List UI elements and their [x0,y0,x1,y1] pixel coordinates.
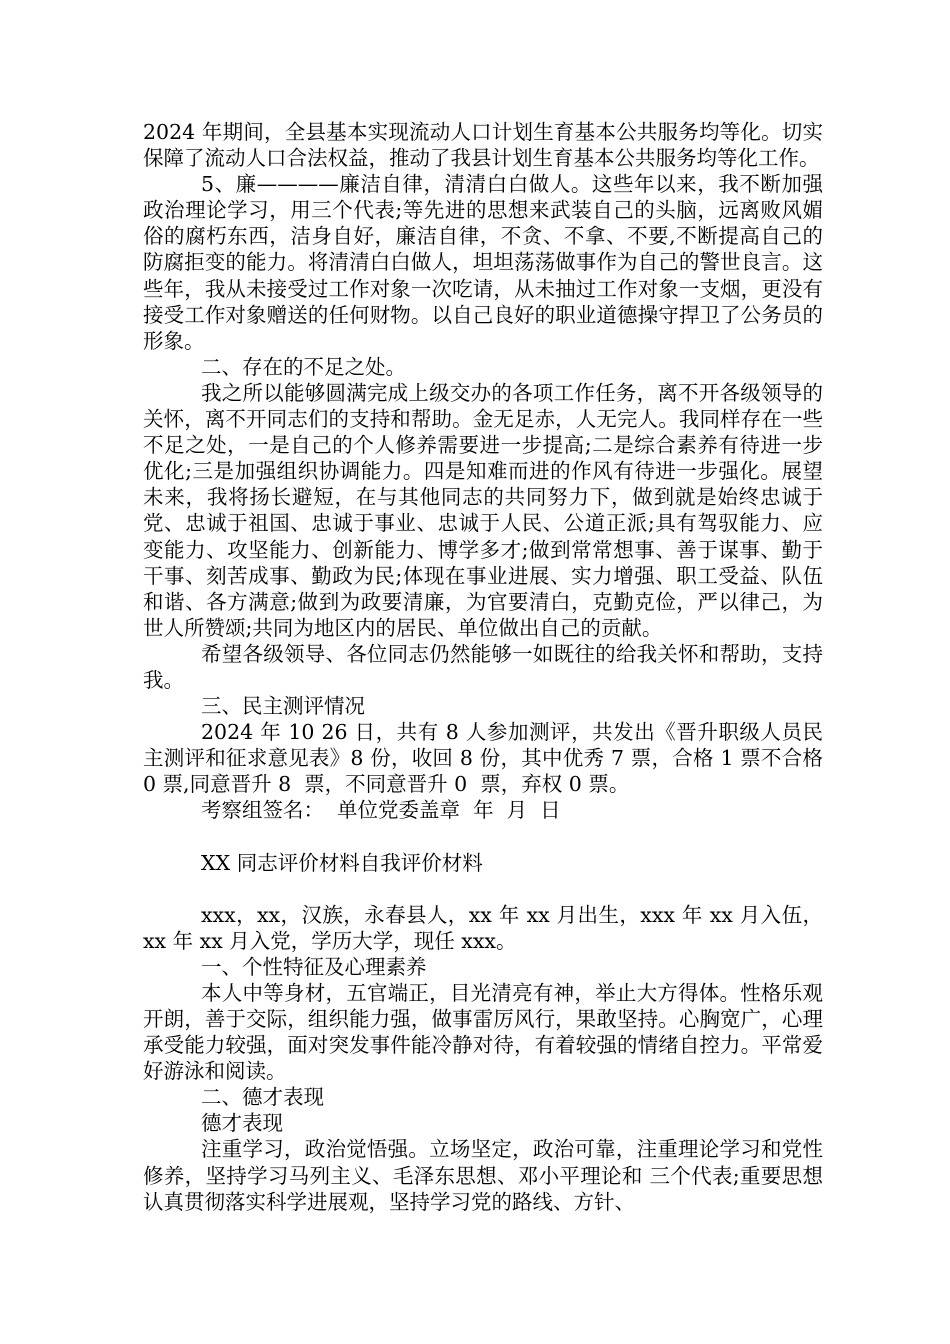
signature-line: 考察组签名： 单位党委盖章 年 月 日 [201,798,561,823]
paragraph-personal-info: xxx，xx，汉族，永春县人，xx 年 xx 月出生，xxx 年 xx 月入伍，xx 年 xx 月入党，学历大学，现任 xxx。 [143,902,823,953]
heading-virtue-talent: 二、德才表现 [201,1085,324,1110]
subheading-virtue-talent: 德才表现 [201,1111,283,1136]
paragraph-service-equalization: 2024 年期间，全县基本实现流动人口计划生育基本公共服务均等化。切实保障了流动人口合法权益，推动了我县计划生育基本公共服务均等化工作。 [143,120,823,171]
section-title: XX 同志评价材料自我评价材料 [201,850,483,875]
document-page [143,119,830,1215]
paragraph-study: 注重学习，政治觉悟强。立场坚定，政治可靠，注重理论学习和党性修养，坚持学习马列主义、毛泽东思想、邓小平理论和 三个代表;重要思想认真贯彻落实科学进展观，坚持学习党的路线、方针、 [143,1137,823,1214]
heading-personality: 一、个性特征及心理素养 [201,954,427,979]
paragraph-personality: 本人中等身材，五官端正，目光清亮有神，举止大方得体。性格乐观开朗，善于交际，组织能力强，做事雷厉风行，果敢坚持。心胸宽广，心理承受能力较强，面对突发事件能冷静对待，有着较强的情绪自控力。平常爱好游泳和阅读。 [143,980,823,1084]
heading-shortcomings: 二、存在的不足之处。 [201,354,406,379]
paragraph-integrity: 5、廉————廉洁自律，清清白白做人。这些年以来，我不断加强政治理论学习，用三个代表;等先进的思想来武装自己的头脑，远离败风媚俗的腐朽东西，洁身自好，廉洁自律，不贪、不拿、不要,不断提高自己的防腐拒变的能力。将清清白白做人，坦坦荡荡做事作为自己的警世良言。这些年，我从未接受过工作对象一次吃请，从未抽过工作对象一支烟，更没有接受工作对象赠送的任何财物。以自己良好的职业道德操守捍卫了公务员的形象。 [143,172,823,353]
paragraph-evaluation-results: 2024 年 10 26 日，共有 8 人参加测评，共发出《晋升职级人员民主测评和征求意见表》8 份，收回 8 份，其中优秀 7 票，合格 1 票不合格 0 票,同意晋升 8 票，不同意晋升 0 票，弃权 0 票。 [143,720,830,797]
heading-democratic-evaluation: 三、民主测评情况 [201,694,365,719]
paragraph-shortcomings: 我之所以能够圆满完成上级交办的各项工作任务，离不开各级领导的关怀，离不开同志们的支持和帮助。金无足赤，人无完人。我同样存在一些不足之处，一是自己的个人修养需要进一步提高;二是综合素养有待进一步优化;三是加强组织协调能力。四是知难而进的作风有待进一步强化。展望未来，我将扬长避短，在与其他同志的共同努力下，做到就是始终忠诚于党、忠诚于祖国、忠诚于事业、忠诚于人民、公道正派;具有驾驭能力、应变能力、攻坚能力、创新能力、博学多才;做到常常想事、善于谋事、勤于干事、刻苦成事、勤政为民;体现在事业进展、实力增强、职工受益、队伍和谐、各方满意;做到为政要清廉，为官要清白，克勤克俭，严以律己，为世人所赞颂;共同为地区内的居民、单位做出自己的贡献。 [143,380,823,640]
paragraph-hope: 希望各级领导、各位同志仍然能够一如既往的给我关怀和帮助，支持我。 [143,641,823,692]
